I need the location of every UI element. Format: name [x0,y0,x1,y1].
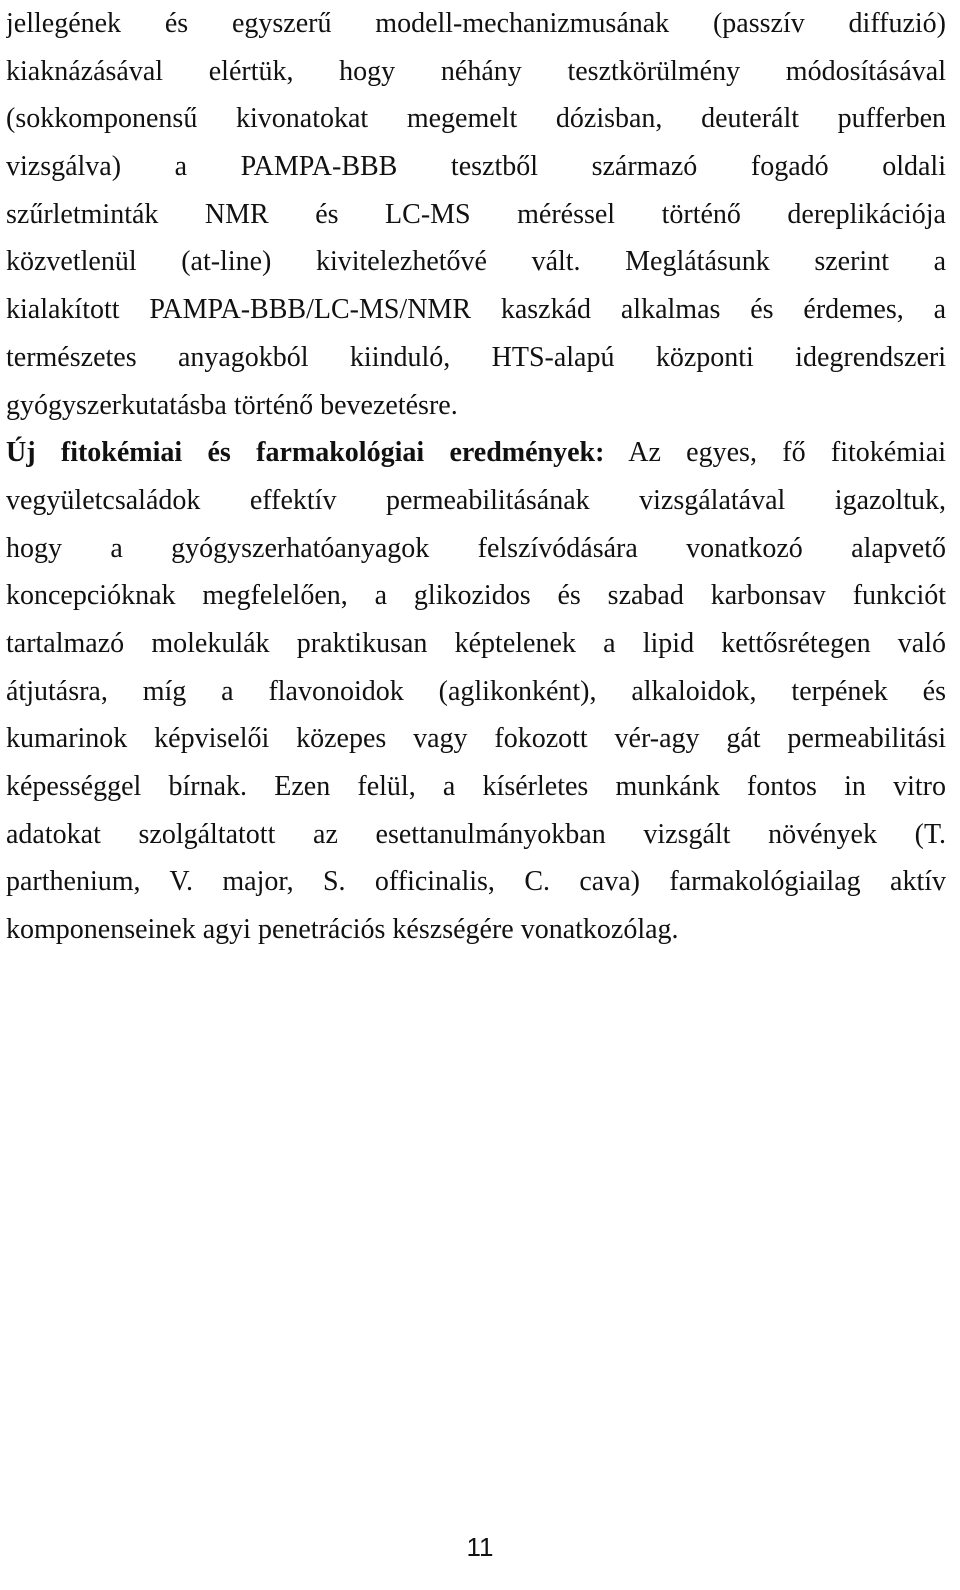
text-line: adatokat szolgáltatott az esettanulmányokban vizsgált növények (T. [6,818,946,850]
text-line: kiaknázásával elértük, hogy néhány tesztkörülmény módosításával [6,55,946,87]
text-line [6,429,946,477]
page-number: 11 [466,1532,494,1562]
text-line: kialakított PAMPA-BBB/LC-MS/NMR kaszkád alkalmas és érdemes, a [6,294,946,326]
text-line: gyógyszerkutatásba történő bevezetésre. [6,389,458,421]
text-line: átjutásra, míg a flavonoidok (aglikonként), alkaloidok, terpének és [6,675,946,707]
text-line: parthenium, V. major, S. officinalis, C. cava) farmakológiailag aktív [6,866,946,898]
text-line: szűrletminták NMR és LC-MS méréssel történő dereplikációja [6,198,946,230]
text-line: vizsgálva) a PAMPA-BBB tesztből származó fogadó oldali [6,151,946,183]
text-line: komponenseinek agyi penetrációs készségére vonatkozólag. [6,914,679,946]
text-line: kumarinok képviselői közepes vagy fokozott vér-agy gát permeabilitási [6,723,946,755]
text-line: közvetlenül (at-line) kivitelezhetővé vált. Meglátásunk szerint a [6,246,946,278]
text-line: koncepcióknak megfelelően, a glikozidos és szabad karbonsav funkciót [6,580,946,612]
heading-continuation: Az egyes, fő fitokémiai [628,437,946,469]
text-line: vegyületcsaládok effektív permeabilitásának vizsgálatával igazoltuk, [6,484,946,516]
text-line: képességgel bírnak. Ezen felül, a kísérletes munkánk fontos in vitro [6,771,946,802]
section-heading: Új fitokémiai és farmakológiai eredmények: [6,437,605,469]
document-body [6,0,946,954]
text-line: jellegének és egyszerű modell-mechanizmusának (passzív diffuzió) [6,8,946,39]
text-line: hogy a gyógyszerhatóanyagok felszívódására vonatkozó alapvető [6,532,946,564]
paragraph-phytochemical-results [6,429,946,954]
text-line: természetes anyagokból kiinduló, HTS-alapú központi idegrendszeri [6,341,946,373]
text-line: (sokkomponensű kivonatokat megemelt dózisban, deuterált pufferben [6,103,946,135]
text-line: tartalmazó molekulák praktikusan képtelenek a lipid kettősrétegen való [6,627,946,659]
paragraph-dereplication [6,0,946,429]
